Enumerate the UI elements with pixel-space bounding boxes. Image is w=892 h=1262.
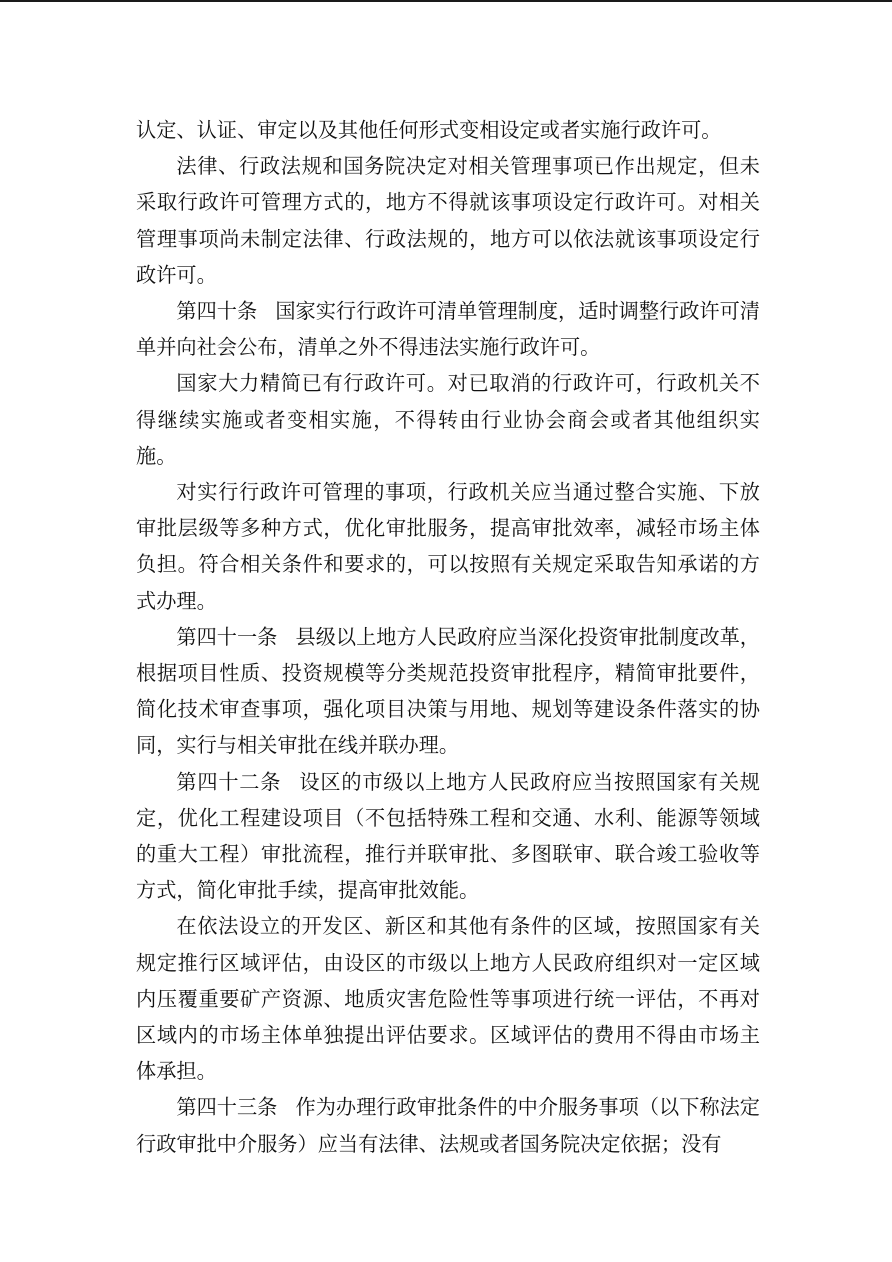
paragraph bbox=[136, 112, 760, 148]
paragraph-text: 国家实行行政许可清单管理制度，适时调整行政许可清单并向社会公布，清单之外不得违法实施行政许可。 bbox=[136, 299, 760, 360]
paragraph bbox=[136, 474, 760, 619]
paragraph bbox=[136, 293, 760, 365]
regulation-text-body bbox=[136, 112, 760, 1162]
paragraph-text: 县级以上地方人民政府应当深化投资审批制度改革，根据项目性质、投资规模等分类规范投资审批程序，精简审批要件，简化技术审查事项，强化项目决策与用地、规划等建设条件落实的协同，实行与相关审批在线并联办理。 bbox=[136, 624, 760, 758]
paragraph bbox=[136, 764, 760, 909]
paragraph-text: 对实行行政许可管理的事项，行政机关应当通过整合实施、下放审批层级等多种方式，优化审批服务，提高审批效率，减轻市场主体负担。符合相关条件和要求的，可以按照有关规定采取告知承诺的方式办理。 bbox=[136, 480, 760, 613]
paragraph bbox=[136, 908, 760, 1089]
paragraph bbox=[136, 619, 760, 764]
paragraph bbox=[136, 148, 760, 293]
article-number: 第四十二条 bbox=[176, 769, 282, 794]
paragraph bbox=[136, 365, 760, 474]
paragraph-text: 设区的市级以上地方人民政府应当按照国家有关规定，优化工程建设项目（不包括特殊工程和交通、水利、能源等领域的重大工程）审批流程，推行并联审批、多图联审、联合竣工验收等方式，简化审批手续，提高审批效能。 bbox=[136, 769, 760, 903]
top-border-line bbox=[0, 0, 892, 2]
paragraph-text: 法律、行政法规和国务院决定对相关管理事项已作出规定，但未采取行政许可管理方式的，地方不得就该事项设定行政许可。对相关管理事项尚未制定法律、行政法规的，地方可以依法就该事项设定行政许可。 bbox=[136, 154, 760, 287]
paragraph bbox=[136, 1089, 760, 1161]
article-number: 第四十三条 bbox=[176, 1095, 278, 1120]
paragraph-text: 国家大力精简已有行政许可。对已取消的行政许可，行政机关不得继续实施或者变相实施，不得转由行业协会商会或者其他组织实施。 bbox=[136, 371, 760, 468]
paragraph-text: 作为办理行政审批条件的中介服务事项（以下称法定行政审批中介服务）应当有法律、法规或者国务院决定依据；没有 bbox=[136, 1095, 760, 1156]
article-number: 第四十一条 bbox=[176, 624, 278, 649]
paragraph-text: 在依法设立的开发区、新区和其他有条件的区域，按照国家有关规定推行区域评估，由设区的市级以上地方人民政府组织对一定区域内压覆重要矿产资源、地质灾害危险性等事项进行统一评估，不再对区域内的市场主体单独提出评估要求。区域评估的费用不得由市场主体承担。 bbox=[136, 914, 760, 1084]
paragraph-text: 认定、认证、审定以及其他任何形式变相设定或者实施行政许可。 bbox=[136, 118, 722, 142]
article-number: 第四十条 bbox=[176, 299, 258, 324]
